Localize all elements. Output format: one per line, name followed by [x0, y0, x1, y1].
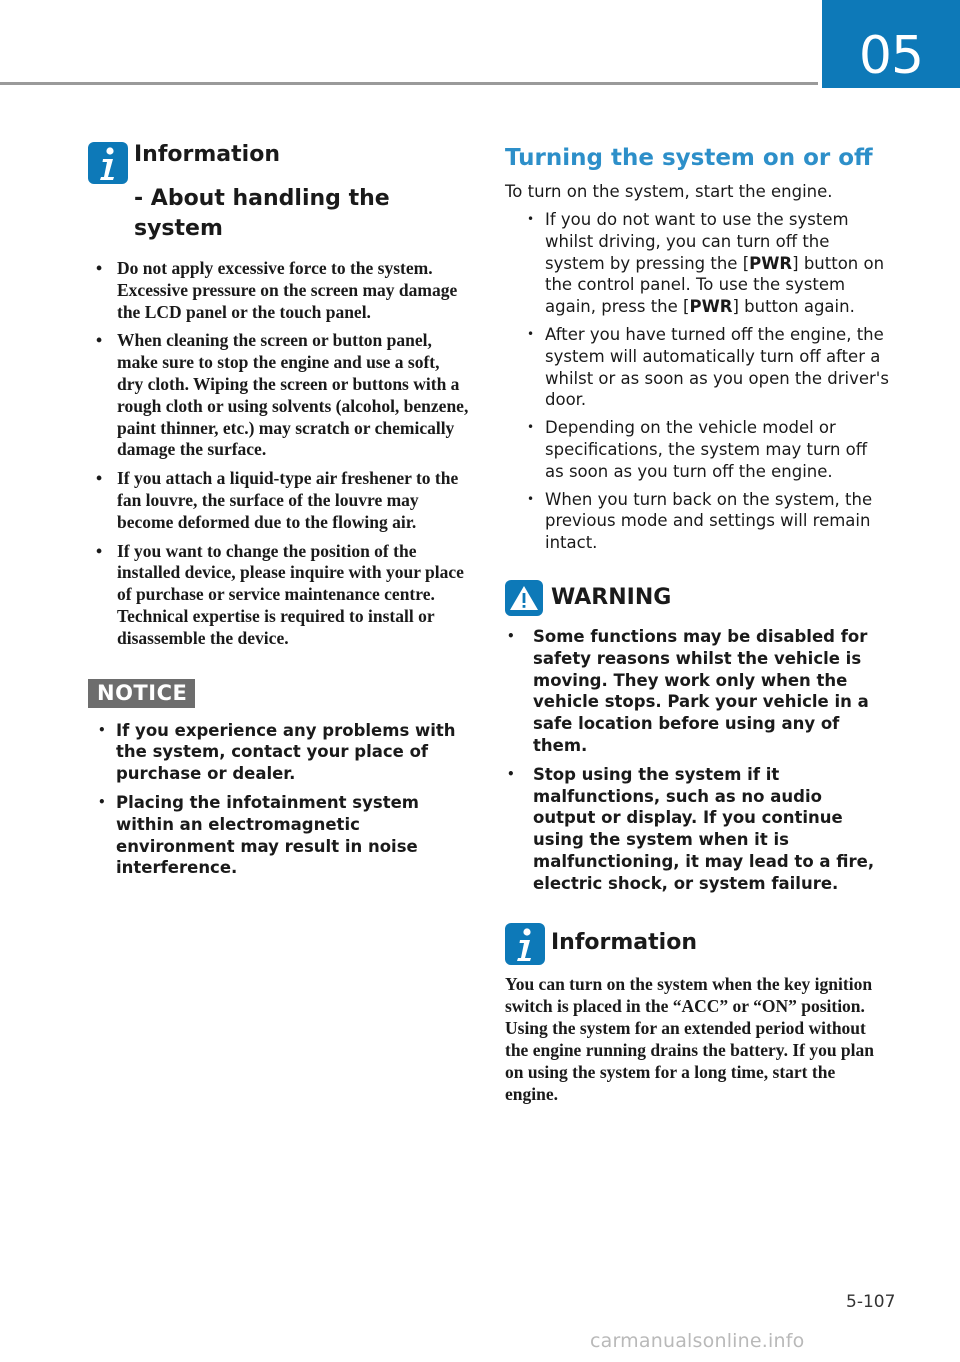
list-item: • When you turn back on the system, the previous mode and settings will remain intact.: [527, 489, 873, 553]
pwr-key-label: PWR: [749, 253, 793, 273]
list-item: • If you want to change the position of the installed device, please inquire with your place of purchase or service maintenance centre. Technical expertise is required to install or disassemble the device.: [96, 540, 464, 648]
list-item: • If you attach a liquid-type air freshener to the fan louvre, the surface of the louvre may become deformed due to the flowing air.: [96, 468, 459, 532]
left-column: [88, 140, 470, 886]
warning-list: [505, 626, 890, 895]
chapter-tab: 05: [822, 0, 960, 88]
pwr-key-label: PWR: [689, 297, 733, 317]
notice-badge: NOTICE: [88, 679, 195, 708]
list-item: • Placing the infotainment system within an electromagnetic environment may result in noise interference.: [98, 792, 419, 878]
list-item: • If you do not want to use the system whilst driving, you can turn off the system by pressing the [PWR] button on the control panel. To use the system again, press the [PWR] button again.: [527, 210, 885, 317]
intro-text: To turn on the system, start the engine.: [505, 182, 833, 201]
list-item: • Depending on the vehicle model or specifications, the system may turn off as soon as you turn off the engine.: [527, 418, 868, 481]
warning-triangle-icon: [505, 580, 543, 616]
header-rule: [0, 82, 818, 85]
info-body-2: You can turn on the system when the key ignition switch is placed in the “ACC” or “ON” position. Using the system for an extended period without the engine running drains the battery. If you plan on using the system for a long time, start the engine.: [505, 973, 875, 1104]
page-number: 5-107: [846, 1292, 896, 1312]
info-title: Information: [134, 142, 280, 167]
handling-list: [88, 258, 470, 650]
info-icon: [505, 923, 545, 965]
notice-list: [88, 720, 470, 880]
warning-title: WARNING: [551, 585, 672, 611]
list-item: • Do not apply excessive force to the system. Excessive pressure on the screen may damage the LCD panel or the touch panel.: [96, 258, 458, 322]
info-subtitle: - About handling the system: [134, 186, 390, 241]
list-item: • If you experience any problems with the system, contact your place of purchase or dealer.: [98, 720, 456, 784]
info-icon: [88, 142, 128, 184]
power-list: [505, 209, 890, 554]
info-header-2: [505, 921, 890, 965]
watermark: carmanualsonline.info: [590, 1330, 805, 1352]
list-item: • After you have turned off the engine, the system will automatically turn off after a whilst or as soon as you open the driver's door.: [527, 324, 889, 410]
warning-header: [505, 580, 890, 616]
list-item: • Some functions may be disabled for safety reasons whilst the vehicle is moving. They work only when the vehicle stops. Park your vehicle in a safe location before using any of them.: [507, 626, 869, 755]
info-title-2: Information: [551, 930, 697, 956]
list-item: • When cleaning the screen or button panel, make sure to stop the engine and use a soft, dry cloth. Wiping the screen or buttons with a rough cloth or using solvents (alcohol, benzene, paint thinner, etc.) may scratch or chemically damage the surface.: [96, 330, 469, 460]
list-item: • Stop using the system if it malfunctions, such as no audio output or display. If you continue using the system when it is malfunctioning, it may lead to a fire, electric shock, or system failure.: [507, 764, 875, 893]
info-header: [88, 140, 470, 184]
section-title: Turning the system on or off: [505, 145, 873, 171]
right-column: [505, 143, 890, 1105]
